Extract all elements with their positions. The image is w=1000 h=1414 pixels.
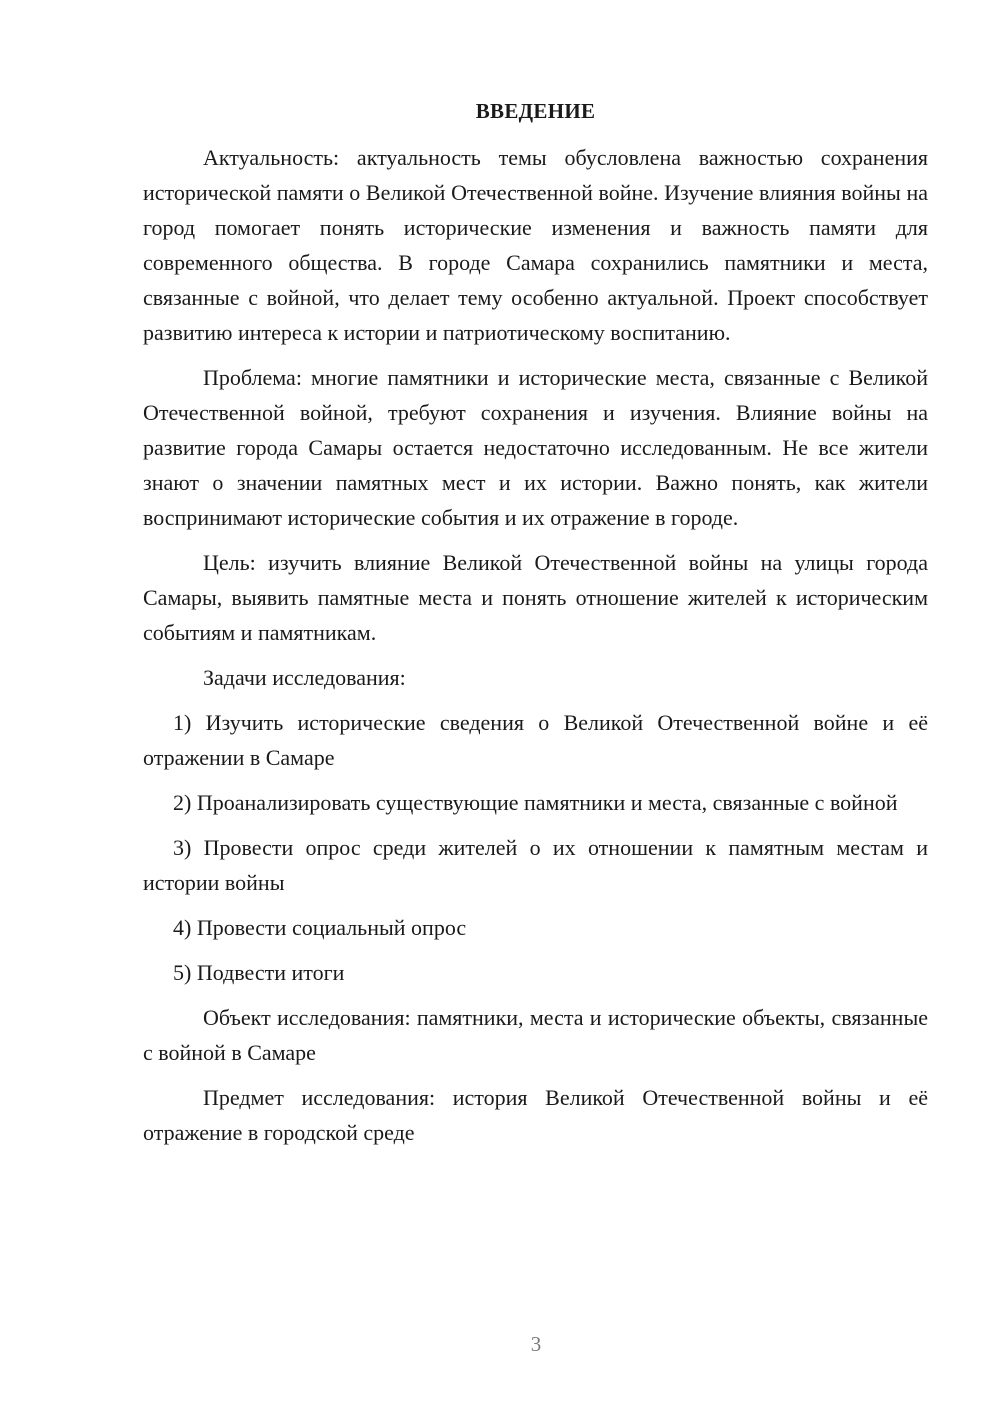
relevance-paragraph: Актуальность: актуальность темы обусловлена важностью сохранения исторической памяти о Великой Отечественной войне. Изучение влияния войны на город помогает понять исторические изменения и важность памяти для современного общества. В городе Самара сохранились памятники и места, связанные с войной, что делает тему особенно актуальной. Проект способствует развитию интереса к истории и патриотическому воспитанию. xyxy=(143,145,928,345)
tasks-title: Задачи исследования: xyxy=(203,665,406,690)
section-heading: ВВЕДЕНИЕ xyxy=(475,99,596,123)
task-item-4: 4) Провести социальный опрос xyxy=(173,915,467,940)
task-item-1: 1) Изучить исторические сведения о Великой Отечественной войне и её отражении в Самаре xyxy=(143,710,928,770)
task-item-2: 2) Проанализировать существующие памятники и места, связанные с войной xyxy=(173,790,898,815)
document-page xyxy=(143,96,928,1160)
task-item-3: 3) Провести опрос среди жителей о их отношении к памятным местам и истории войны xyxy=(143,835,928,895)
task-item-5: 5) Подвести итоги xyxy=(173,960,345,985)
problem-paragraph: Проблема: многие памятники и исторические места, связанные с Великой Отечественной войной, требуют сохранения и изучения. Влияние войны на развитие города Самары остается недостаточно исследованным. Не все жители знают о значении памятных мест и их истории. Важно понять, как жители воспринимают исторические события и их отражение в городе. xyxy=(143,365,928,530)
goal-paragraph: Цель: изучить влияние Великой Отечественной войны на улицы города Самары, выявить памятные места и понять отношение жителей к историческим событиям и памятникам. xyxy=(143,550,928,645)
subject-paragraph: Предмет исследования: история Великой Отечественной войны и её отражение в городской среде xyxy=(143,1085,928,1145)
page-number: 3 xyxy=(530,1332,542,1356)
object-paragraph: Объект исследования: памятники, места и исторические объекты, связанные с войной в Самаре xyxy=(143,1005,928,1065)
